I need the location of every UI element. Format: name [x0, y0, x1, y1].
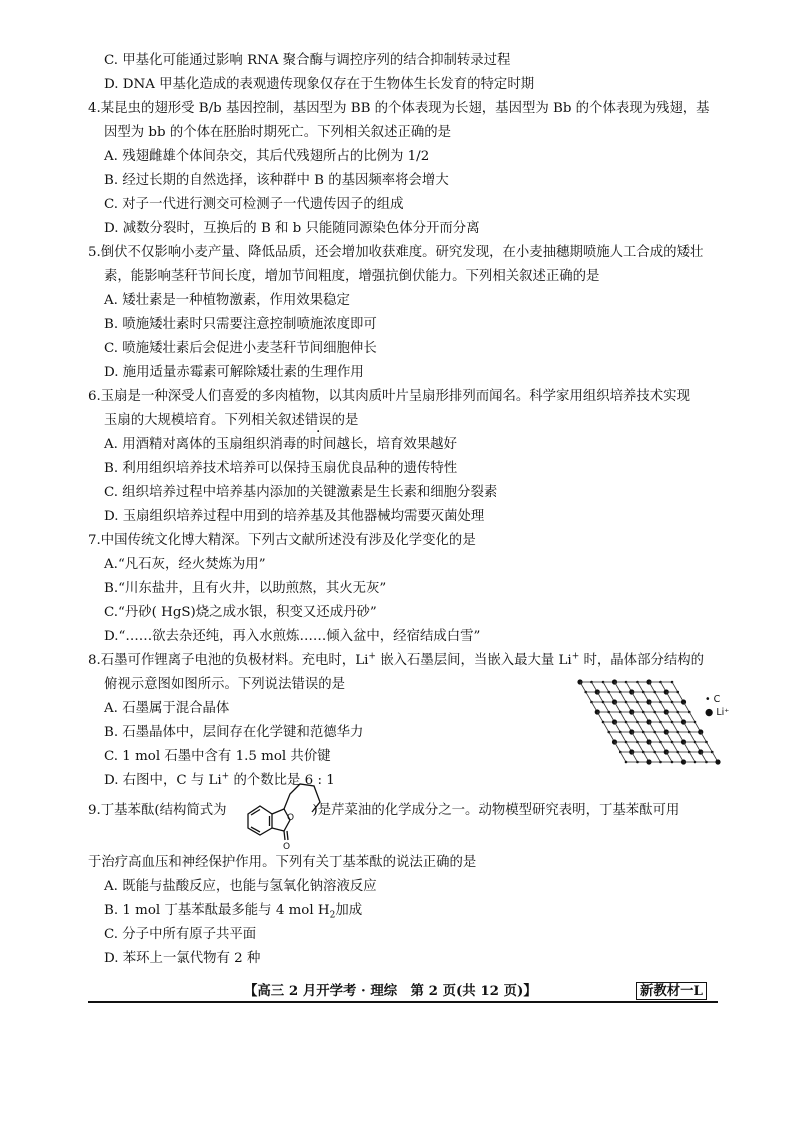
q5-option-b: B. 喷施矮壮素时只需要注意控制喷施浓度即可 — [104, 317, 377, 332]
q4-stem-cont: 因型为 bb 的个体在胚胎时期死亡。下列相关叙述正确的是 — [104, 125, 452, 140]
q9-option-c: C. 分子中所有原子共平面 — [104, 927, 257, 942]
q4-stem: 4.某昆虫的翅形受 B/b 基因控制，基因型为 BB 的个体表现为长翅，基因型为 Bb 的个体表现为残翅，基 — [88, 101, 710, 116]
q7-option-a: A.“凡石灰，经火焚炼为用” — [104, 557, 266, 572]
lattice-bond — [603, 682, 609, 692]
q7-stem: 7.中国传统文化博大精深。下列古文献所述没有涉及化学变化的是 — [88, 533, 476, 548]
benzene-ring — [248, 806, 272, 835]
lattice-bond — [620, 692, 626, 702]
q6-option-a: A. 用酒精对离体的玉扇组织消毒的时间越长，培育效果越好 — [104, 437, 457, 452]
lattice-bond — [597, 692, 603, 702]
lattice-bond — [615, 682, 621, 692]
legend-carbon: • C — [705, 694, 721, 705]
q7-option-d: D.“……欲去杂还纯，再入水煎炼……倾入盆中，经宿结成白雪” — [104, 629, 481, 644]
lattice-bond — [632, 712, 638, 722]
lattice-bond — [655, 712, 661, 722]
lattice-bond — [689, 752, 695, 762]
lattice-bond — [586, 692, 592, 702]
lattice-bond — [649, 722, 655, 732]
lattice-bond — [638, 742, 644, 752]
q3-option-d: D. DNA 甲基化造成的表观遗传现象仅存在于生物体生长发育的特定时期 — [104, 77, 535, 92]
q5-option-a: A. 矮壮素是一种植物激素，作用效果稳定 — [104, 293, 350, 308]
q9-stem-cont: 于治疗高血压和神经保护作用。下列有关丁基苯酞的说法正确的是 — [88, 855, 477, 870]
lattice-bond — [707, 742, 713, 752]
lattice-bond — [684, 742, 690, 752]
lattice-bond — [632, 752, 638, 762]
lattice-bond — [638, 722, 644, 732]
lattice-bond — [603, 722, 609, 732]
lattice-bond — [620, 712, 626, 722]
lattice-bond — [649, 702, 655, 712]
q9-stem: 9.丁基苯酞(结构简式为 )是芹菜油的化学成分之一。动物模型研究表明，丁基苯酞可用 — [88, 803, 680, 818]
lattice-bond — [689, 712, 695, 722]
lattice-bond — [638, 702, 644, 712]
lattice-bond — [655, 752, 661, 762]
q9-option-a: A. 既能与盐酸反应，也能与氢氧化钠溶液反应 — [104, 879, 377, 894]
q7-option-b: B.“川东盐井，且有火井，以助煎熬，其火无灰” — [104, 581, 387, 596]
q8-stem: 8.石墨可作锂离子电池的负极材料。充电时，Li+ 嵌入石墨层间，当嵌入最大量 Li+ 时，晶体部分结构的 — [88, 651, 705, 668]
q6-option-d: D. 玉扇组织培养过程中用到的培养基及其他器械均需要灭菌处理 — [104, 509, 485, 524]
lattice-bond — [672, 742, 678, 752]
lattice-bond — [649, 742, 655, 752]
page-footer-title: 【高三 2 月开学考 · 理综 第 2 页(共 12 页)】 — [244, 983, 537, 999]
q9-option-d: D. 苯环上一氯代物有 2 种 — [104, 951, 261, 966]
lattice-atoms — [577, 679, 720, 764]
q8-option-c: C. 1 mol 石墨中含有 1.5 mol 共价键 — [104, 749, 331, 764]
q7-option-c: C.“丹砂( HgS)烧之成水银，积变又还成丹砂” — [104, 605, 377, 620]
legend-lithium: ● Li⁺ — [705, 707, 730, 718]
q4-option-a: A. 残翅雌雄个体间杂交，其后代残翅所占的比例为 1/2 — [104, 149, 430, 164]
emphasis-dots: 错误 — [304, 413, 332, 428]
lattice-bond — [672, 722, 678, 732]
lattice-bond — [672, 702, 678, 712]
butylphthalide-structure — [240, 776, 326, 852]
carbonyl-oxygen-label: O — [283, 842, 291, 852]
q8-option-d: D. 右图中，C 与 Li+ 的个数比是 6 : 1 — [104, 771, 335, 788]
q6-option-c: C. 组织培养过程中培养基内添加的关键激素是生长素和细胞分裂素 — [104, 485, 498, 500]
lattice-bond — [580, 682, 586, 692]
lattice-bond — [666, 732, 672, 742]
graphite-lattice-diagram — [572, 676, 722, 772]
edition-tag: 新教材一L — [636, 980, 707, 999]
lattice-bond — [655, 732, 661, 742]
lattice-bond — [655, 692, 661, 702]
lattice-bond — [649, 682, 655, 692]
lattice-bond — [620, 752, 626, 762]
lattice-bond — [620, 732, 626, 742]
q6-stem-cont: 玉扇的大规模培育。下列相关叙述错误的是 — [104, 413, 359, 428]
lattice-bond — [632, 692, 638, 702]
lithium-ion-dot — [715, 759, 720, 764]
lattice-bond — [666, 752, 672, 762]
ring-oxygen-label: O — [287, 813, 295, 823]
q4-option-b: B. 经过长期的自然选择，该种群中 B 的基因频率将会增大 — [104, 173, 449, 188]
lattice-bond — [597, 712, 603, 722]
footer-rule — [88, 1001, 718, 1003]
lattice-bond — [684, 722, 690, 732]
q5-option-c: C. 喷施矮壮素后会促进小麦茎秆节间细胞伸长 — [104, 341, 377, 356]
lattice-bond — [666, 712, 672, 722]
q5-stem-cont: 素，能影响茎秆节间长度，增加节间粗度，增强抗倒伏能力。下列相关叙述正确的是 — [104, 269, 600, 284]
lattice-bond — [672, 682, 678, 692]
lattice-bond — [615, 742, 621, 752]
q5-stem: 5.倒伏不仅影响小麦产量、降低品质，还会增加收获难度。研究发现，在小麦抽穗期喷施人工合成的矮壮 — [88, 245, 704, 260]
q6-stem: 6.玉扇是一种深受人们喜爱的多肉植物，以其肉质叶片呈扇形排列而闻名。科学家用组织培养技术实现 — [88, 389, 690, 404]
q8-option-a: A. 石墨属于混合晶体 — [104, 701, 230, 716]
butyl-chain — [284, 784, 320, 812]
lattice-bond — [684, 702, 690, 712]
lattice-bond — [615, 722, 621, 732]
lattice-bond — [689, 732, 695, 742]
lattice-bond — [615, 702, 621, 712]
q8-stem-cont: 俯视示意图如图所示。下列说法错误的是 — [104, 677, 346, 692]
q5-option-d: D. 施用适量赤霉素可解除矮壮素的生理作用 — [104, 365, 364, 380]
q4-option-c: C. 对子一代进行测交可检测子一代遗传因子的组成 — [104, 197, 404, 212]
lattice-bond — [632, 732, 638, 742]
q8-option-b: B. 石墨晶体中，层间存在化学键和范德华力 — [104, 725, 364, 740]
lattice-bond — [638, 682, 644, 692]
q9-option-b: B. 1 mol 丁基苯酞最多能与 4 mol $H_2$加成 — [104, 903, 363, 921]
lattice-bond — [666, 692, 672, 702]
lattice-bond — [701, 732, 707, 742]
carbonyl-bond — [284, 831, 285, 840]
q6-option-b: B. 利用组织培养技术培养可以保持玉扇优良品种的遗传特性 — [104, 461, 458, 476]
lattice-bond — [603, 702, 609, 712]
q3-option-c: C. 甲基化可能通过影响 RNA 聚合酶与调控序列的结合抑制转录过程 — [104, 53, 511, 68]
q4-option-d: D. 减数分裂时，互换后的 B 和 b 只能随同源染色体分开而分离 — [104, 221, 480, 236]
lattice-bond — [701, 752, 707, 762]
